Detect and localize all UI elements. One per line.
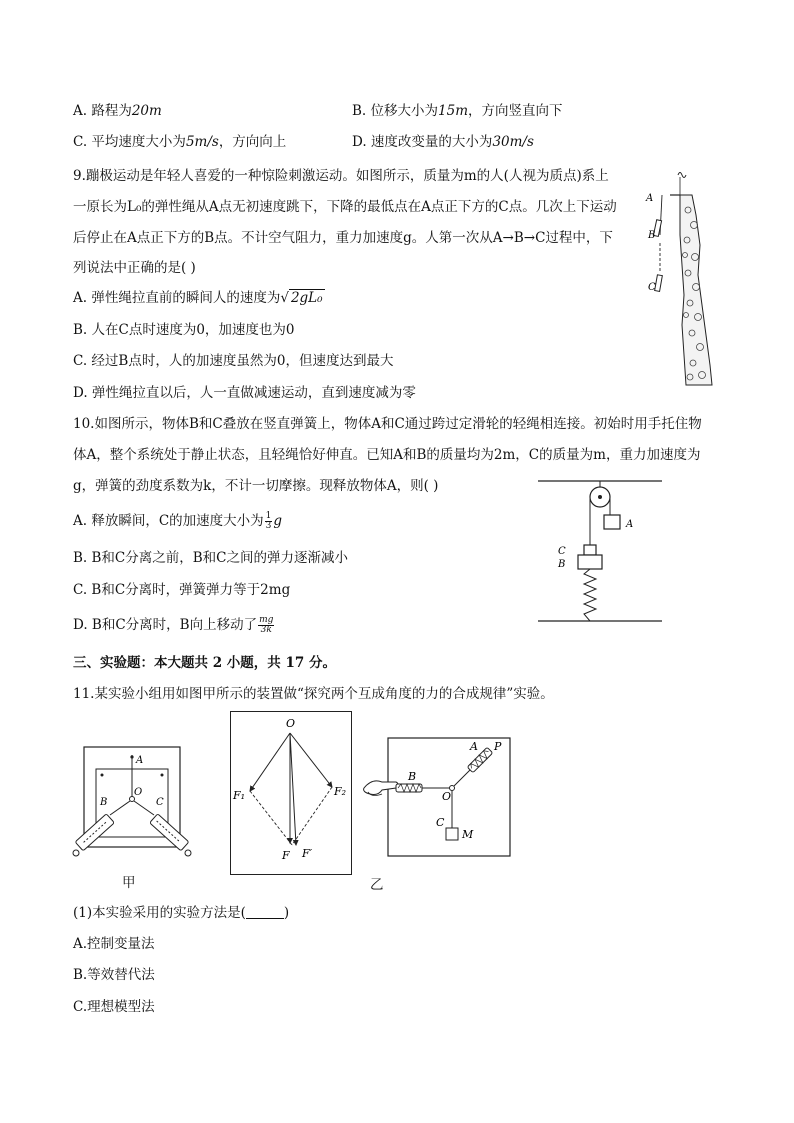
yi-label-c: C (436, 816, 445, 829)
yi-label-b: B (408, 770, 417, 783)
q9-fig-label-a: A (646, 193, 654, 204)
jia-label-c: C (156, 797, 164, 808)
q10-stem-line2: 体A，整个系统处于静止状态，且轻绳恰好伸直。已知A和B的质量均为2m，C的质量为m，重力加速度为 (73, 447, 701, 463)
q8-option-a: A. 路程为20m (73, 103, 162, 119)
q11-option-a: A.控制变量法 (73, 936, 155, 952)
q10-pulley-figure (538, 475, 664, 625)
q11-sub1-answer-blank[interactable] (246, 904, 284, 919)
q10-stem-line1: 10.如图所示，物体B和C叠放在竖直弹簧上，物体A和C通过跨过定滑轮的轻绳相连接。初始时用手托住物 (73, 416, 702, 432)
q11-caption-jia: 甲 (122, 875, 136, 891)
q10-option-c: C. B和C分离时，弹簧弹力等于2mg (73, 582, 291, 598)
section-3-heading: 三、实验题：本大题共 2 小题，共 17 分。 (73, 655, 336, 671)
mid-label-f: F (282, 849, 290, 862)
q11-caption-yi: 乙 (370, 877, 384, 893)
yi-label-o: O (442, 790, 452, 803)
q10-fig-label-c: C (558, 546, 566, 557)
mid-label-f2: F₂ (334, 785, 347, 798)
jia-label-a: A (136, 755, 144, 766)
q11-option-b: B.等效替代法 (73, 967, 155, 983)
q11-figure-yi (362, 736, 512, 860)
q10-stem-line3: g，弹簧的劲度系数为k，不计一切摩擦。现释放物体A，则( ) (73, 478, 439, 494)
yi-label-m: M (462, 828, 474, 841)
q11-figure-jia (70, 743, 196, 861)
q9-option-c: C. 经过B点时，人的加速度虽然为0，但速度达到最大 (73, 353, 394, 369)
q9-option-d: D. 弹性绳拉直以后，人一直做减速运动，直到速度减为零 (73, 385, 416, 401)
q11-force-diagram (230, 711, 352, 875)
q11-option-c: C.理想模型法 (73, 999, 155, 1015)
q11-sub1: (1)本实验采用的实验方法是( ) (73, 905, 290, 921)
yi-label-a: A (470, 740, 478, 753)
mid-label-f1: F₁ (233, 789, 246, 802)
mid-label-o: O (286, 717, 296, 730)
q9-bungee-figure (640, 165, 720, 387)
q9-stem-line2: 一原长为L₀的弹性绳从A点无初速度跳下，下降的最低点在A点正下方的C点。几次上下运动 (73, 199, 617, 215)
q9-option-a: A. 弹性绳拉直前的瞬间人的速度为√ 2gL₀ (73, 290, 323, 306)
q9-stem-line3: 后停止在A点正下方的B点。不计空气阻力，重力加速度g。人第一次从A→B→C过程中，下 (73, 230, 613, 246)
mid-label-f-prime: F′ (302, 847, 313, 860)
q9-option-b: B. 人在C点时速度为0，加速度也为0 (73, 322, 295, 338)
q10-option-b: B. B和C分离之前，B和C之间的弹力逐渐减小 (73, 550, 349, 566)
yi-label-p: P (494, 740, 502, 753)
q10-option-a: A. 释放瞬间，C的加速度大小为 $\frac{1}{3}$ g (73, 511, 283, 531)
q11-stem: 11.某实验小组用如图甲所示的装置做“探究两个互成角度的力的合成规律”实验。 (73, 686, 554, 702)
q9-fig-label-c: C (648, 282, 656, 293)
jia-label-b: B (100, 797, 108, 808)
q8-option-b: B. 位移大小为15m，方向竖直向下 (352, 103, 563, 119)
q10-fig-label-b: B (558, 559, 566, 570)
q8-option-c: C. 平均速度大小为5m/s，方向向上 (73, 134, 287, 150)
q9-stem-line4: 列说法中正确的是( ) (73, 260, 196, 276)
jia-label-o: O (134, 787, 143, 798)
q8-option-d: D. 速度改变量的大小为30m/s (352, 134, 534, 150)
q9-fig-label-b: B (648, 230, 656, 241)
q9-stem-line1: 9.蹦极运动是年轻人喜爱的一种惊险刺激运动。如图所示，质量为m的人(人视为质点)系上 (73, 168, 609, 184)
q10-option-d: D. B和C分离时，B向上移动了 $\frac{mg}{3k}$ (73, 615, 274, 635)
q10-fig-label-a: A (626, 519, 634, 530)
